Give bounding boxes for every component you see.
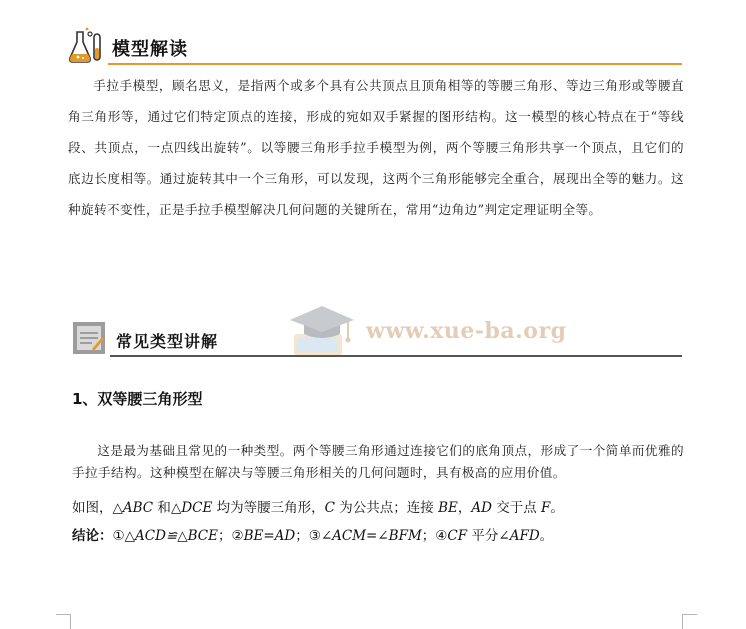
triangle-abc-label: ABC [122, 500, 154, 516]
triangle-symbol: △ [170, 500, 182, 516]
watermark-text: www.xue-ba.org [366, 318, 567, 344]
section-header-model-interpretation [68, 26, 682, 66]
item-number: ① [112, 528, 125, 544]
item-number: ③ [308, 528, 321, 544]
problem-statement [72, 496, 564, 516]
section-header-common-types [72, 318, 682, 360]
conclusion-item-1: △ACD≌△BCE [124, 528, 218, 544]
statement-text: 如图， [72, 500, 113, 516]
notepad-icon [72, 321, 106, 355]
type-description: 这是最为基础且常见的一种类型。两个等腰三角形通过连接它们的底角顶点，形成了一个简单而优雅的手拉手结构。这种模型在解决与等腰三角形相关的几何问题时，具有极高的应用价值。 [72, 443, 684, 480]
conclusion-label: 结论： [72, 528, 113, 544]
separator: ； [217, 528, 232, 544]
intro-paragraph: 手拉手模型，顾名思义，是指两个或多个具有公共顶点且顶角相等的等腰三角形、等边三角形或等腰直角三角形等，通过它们特定顶点的连接，形成的宛如双手紧握的图形结构。这一模型的核心特点在于“等线段、共顶点，一点四线出旋转”。以等腰三角形手拉手模型为例，两个等腰三角形共享一个顶点，且它们的底边长度相等。通过旋转其中一个三角形，可以发现，这两个三角形能够完全重合，展现出全等的魅力。这种旋转不变性，正是手拉手模型解决几何问题的关键所在，常用“边角边”判定定理证明全等。 [68, 78, 684, 217]
conclusion-item-4-text: 平分 [467, 528, 499, 544]
statement-text: 交于点 [491, 500, 542, 516]
segment-ad-label: AD [471, 500, 492, 516]
statement-text: 。 [550, 500, 564, 516]
statement-text: 为公共点；连接 [334, 500, 439, 516]
separator: ； [421, 528, 436, 544]
section-title: 模型解读 [112, 39, 188, 60]
item-number: ② [231, 528, 244, 544]
section-divider [108, 63, 682, 65]
conclusion-item-4-angle: ∠AFD [498, 528, 540, 544]
item-number: ④ [435, 528, 448, 544]
chemistry-flask-icon [68, 26, 108, 66]
segment-be-label: BE [438, 500, 458, 516]
point-f-label: F [541, 500, 551, 516]
conclusion [72, 524, 553, 544]
statement-text: 均为等腰三角形， [212, 500, 325, 516]
page-corner-mark [56, 614, 71, 629]
statement-text: ， [457, 500, 472, 516]
section-title: 常见类型讲解 [116, 332, 219, 351]
point-c-label: C [324, 500, 335, 516]
separator: 。 [539, 528, 554, 544]
conclusion-item-4-segment: CF [447, 528, 468, 544]
section-divider [110, 355, 682, 357]
conclusion-item-3: ∠ACM=∠BFM [320, 528, 422, 544]
statement-text: 和 [153, 500, 171, 516]
type-heading: 1、双等腰三角形型 [72, 390, 203, 408]
triangle-symbol: △ [112, 500, 123, 516]
page-corner-mark [682, 614, 697, 629]
conclusion-item-2: BE=AD [243, 528, 296, 544]
separator: ； [295, 528, 309, 544]
triangle-dce-label: DCE [181, 500, 213, 516]
